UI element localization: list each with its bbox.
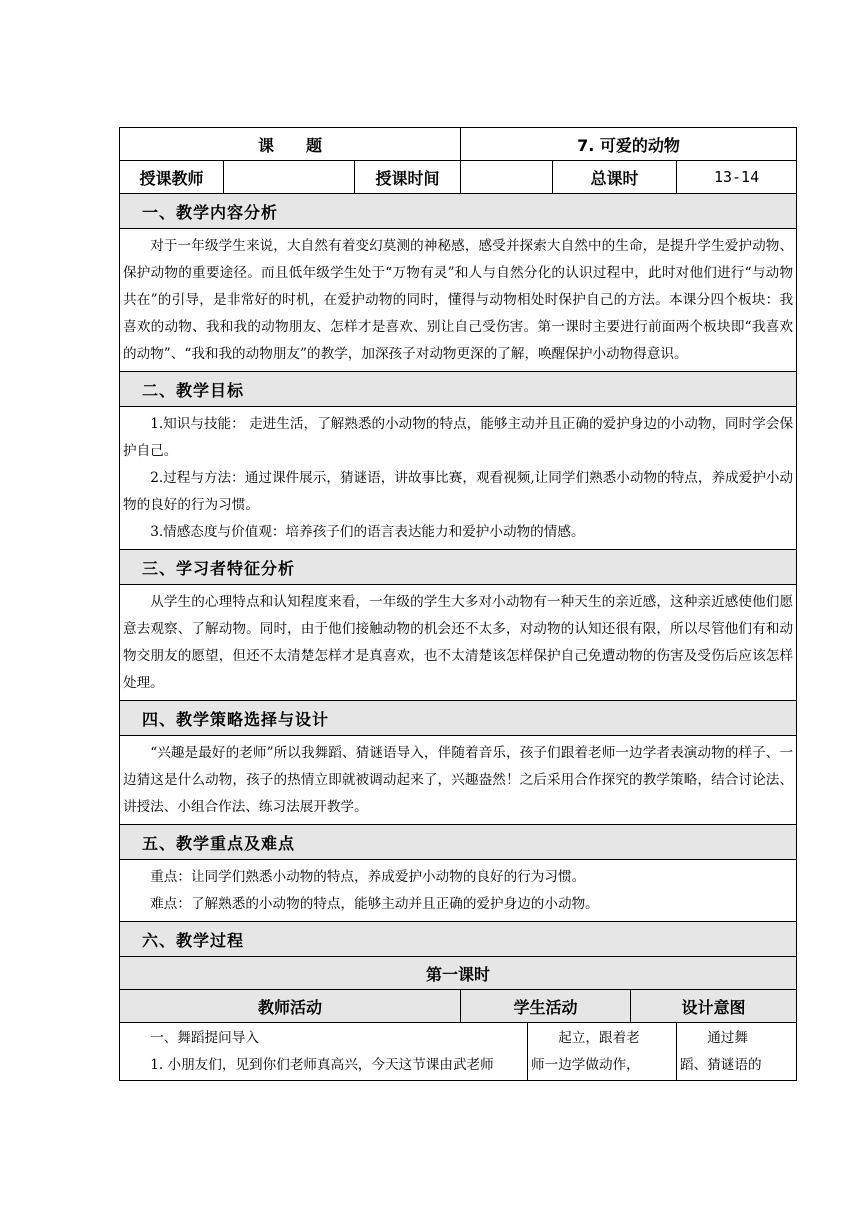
total-hours-value: 13-14 [677,161,797,194]
difficulty-paragraph: 难点：了解熟悉的小动物的特点，能够主动并且正确的爱护身边的小动物。 [150,896,599,912]
section-title-learners: 三、学习者特征分析 [120,550,797,585]
teacher-line-2: 1. 小朋友们，见到你们老师真高兴，今天这节课由武老师 [150,1057,494,1073]
time-value [461,161,553,194]
lesson-title: 第一课时 [120,957,797,990]
goal-paragraph-2: 2.过程与方法：通过课件展示，猜谜语，讲故事比赛，观看视频,让同学们熟悉小动物的特点，养成爱护小动物的良好的行为习惯。 [123,470,794,513]
time-label: 授课时间 [355,161,461,194]
student-line-2: 师一边学做动作， [531,1057,640,1073]
content-paragraph: 对于一年级学生来说，大自然有着变幻莫测的神秘感，感受并探索大自然中的生命，是提升学生爱护动物、保护动物的重要途径。而且低年级学生处于“万物有灵”和人与自然分化的认识过程中，此时对他们进行“与动物共在”的引导，是非常好的时机，在爱护动物的同时，懂得与动物相处时保护自己的方法。本课分四个板块：我喜欢的动物、我和我的动物朋友、怎样才是喜欢、别让自己受伤害。第一课时主要进行前面两个板块即“我喜欢的动物”、“我和我的动物朋友”的教学，加深孩子对动物更深的了解，唤醒保护小动物得意识。 [123,238,794,362]
design-line-1: 通过舞 [707,1030,748,1046]
teacher-value [224,161,355,194]
section-body-goals [120,407,797,550]
topic-value: 7. 可爱的动物 [461,128,797,161]
section-title-key-points: 五、教学重点及难点 [120,825,797,860]
teacher-line-1: 一、舞蹈提问导入 [150,1030,259,1046]
section-body-strategy [120,736,797,825]
student-line-1: 起立，跟着老 [558,1030,640,1046]
strategy-paragraph: “兴趣是最好的老师”所以我舞蹈、猜谜语导入，伴随着音乐，孩子们跟着老师一边学者表演动物的样子、一边猜这是什么动物，孩子的热情立即就被调动起来了，兴趣盎然！之后采用合作探究的教学策略，结合讨论法、讲授法、小组合作法、练习法展开教学。 [123,745,794,815]
col-design-intent: 设计意图 [631,990,797,1023]
section-body-learners [120,585,797,701]
goal-paragraph-1: 1.知识与技能： 走进生活，了解熟悉的小动物的特点，能够主动并且正确的爱护身边的小动物，同时学会保护自己。 [123,416,794,459]
student-activity-cell [528,1023,677,1081]
section-title-goals: 二、教学目标 [120,372,797,407]
design-line-2: 蹈、猜谜语的 [680,1057,762,1073]
col-teacher-activity: 教师活动 [120,990,461,1023]
lesson-plan-page [119,127,796,1081]
section-body-key-points [120,860,797,922]
key-point-paragraph: 重点：让同学们熟悉小动物的特点，养成爱护小动物的良好的行为习惯。 [150,869,586,885]
section-title-process: 六、教学过程 [120,922,797,957]
design-intent-cell [677,1023,797,1081]
total-hours-label: 总课时 [553,161,677,194]
teacher-activity-cell [120,1023,528,1081]
section-body-content [120,229,797,372]
section-title-strategy: 四、教学策略选择与设计 [120,701,797,736]
goal-paragraph-3: 3.情感态度与价值观：培养孩子们的语言表达能力和爱护小动物的情感。 [150,524,585,540]
lesson-plan-table [119,127,797,1081]
section-title-content: 一、教学内容分析 [120,194,797,229]
col-student-activity: 学生活动 [461,990,631,1023]
learners-paragraph: 从学生的心理特点和认知程度来看，一年级的学生大多对小动物有一种天生的亲近感，这种亲近感使他们愿意去观察、了解动物。同时，由于他们接触动物的机会还不太多，对动物的认知还很有限，所以尽管他们有和动物交朋友的愿望，但还不太清楚怎样才是真喜欢，也不太清楚该怎样保护自己免遭动物的伤害及受伤后应该怎样处理。 [123,594,794,691]
teacher-label: 授课教师 [120,161,224,194]
topic-label: 课 题 [120,128,461,161]
